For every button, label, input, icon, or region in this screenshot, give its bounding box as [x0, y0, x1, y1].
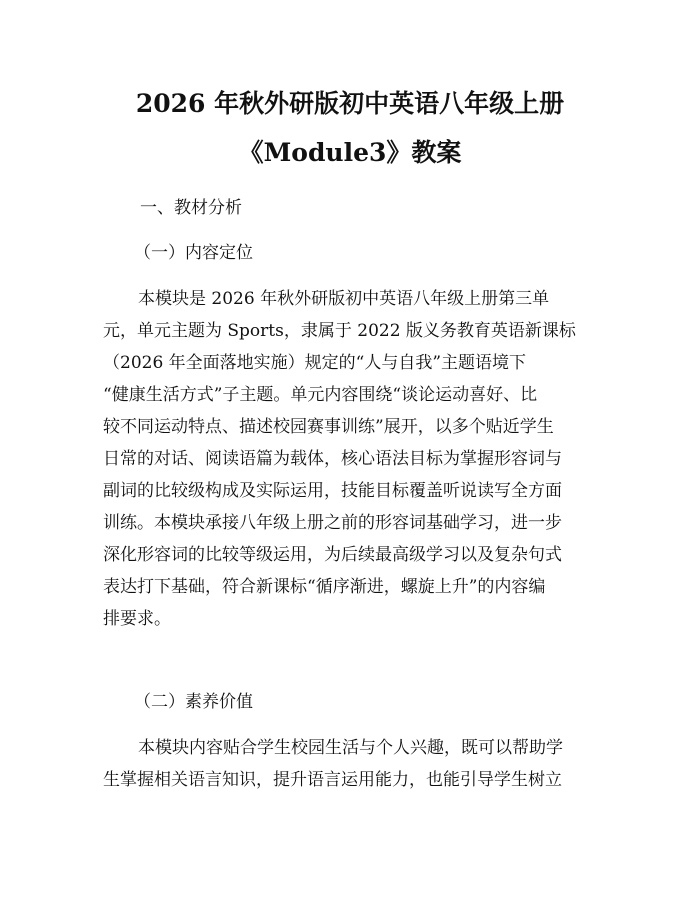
paragraph-line: 副词的比较级构成及实际运用，技能目标覆盖听说读写全方面 [103, 481, 562, 501]
section-heading-textbook-analysis: 一、教材分析 [140, 198, 242, 218]
paragraph-line: 较不同运动特点、描述校园赛事训练”展开，以多个贴近学生 [103, 417, 554, 437]
paragraph-line: 训练。本模块承接八年级上册之前的形容词基础学习，进一步 [103, 513, 562, 533]
paragraph-literacy-value [103, 732, 603, 796]
paragraph-line: 本模块内容贴合学生校园生活与个人兴趣，既可以帮助学 [138, 738, 563, 758]
paragraph-content-positioning [103, 283, 603, 635]
subsection-heading-literacy-value: （二）素养价值 [134, 692, 253, 712]
paragraph-line: 生掌握相关语言知识，提升语言运用能力，也能引导学生树立 [103, 770, 562, 790]
subsection-heading-content-positioning: （一）内容定位 [134, 243, 253, 263]
paragraph-line: 元，单元主题为 Sports，隶属于 2022 版义务教育英语新课标 [103, 321, 576, 341]
paragraph-line: 表达打下基础，符合新课标“循序渐进，螺旋上升”的内容编 [103, 577, 546, 597]
document-title-line2: 《Module3》教案 [238, 138, 462, 167]
document-title-line1: 2026 年秋外研版初中英语八年级上册 [135, 89, 565, 118]
paragraph-line: 深化形容词的比较等级运用，为后续最高级学习以及复杂句式 [103, 545, 562, 565]
paragraph-line: 日常的对话、阅读语篇为载体，核心语法目标为掌握形容词与 [103, 449, 562, 469]
paragraph-line: （2026 年全面落地实施）规定的“人与自我”主题语境下 [103, 353, 527, 373]
paragraph-line: 排要求。 [103, 609, 171, 629]
paragraph-line: 本模块是 2026 年秋外研版初中英语八年级上册第三单 [138, 289, 550, 309]
paragraph-line: “健康生活方式”子主题。单元内容围绕“谈论运动喜好、比 [103, 385, 538, 405]
